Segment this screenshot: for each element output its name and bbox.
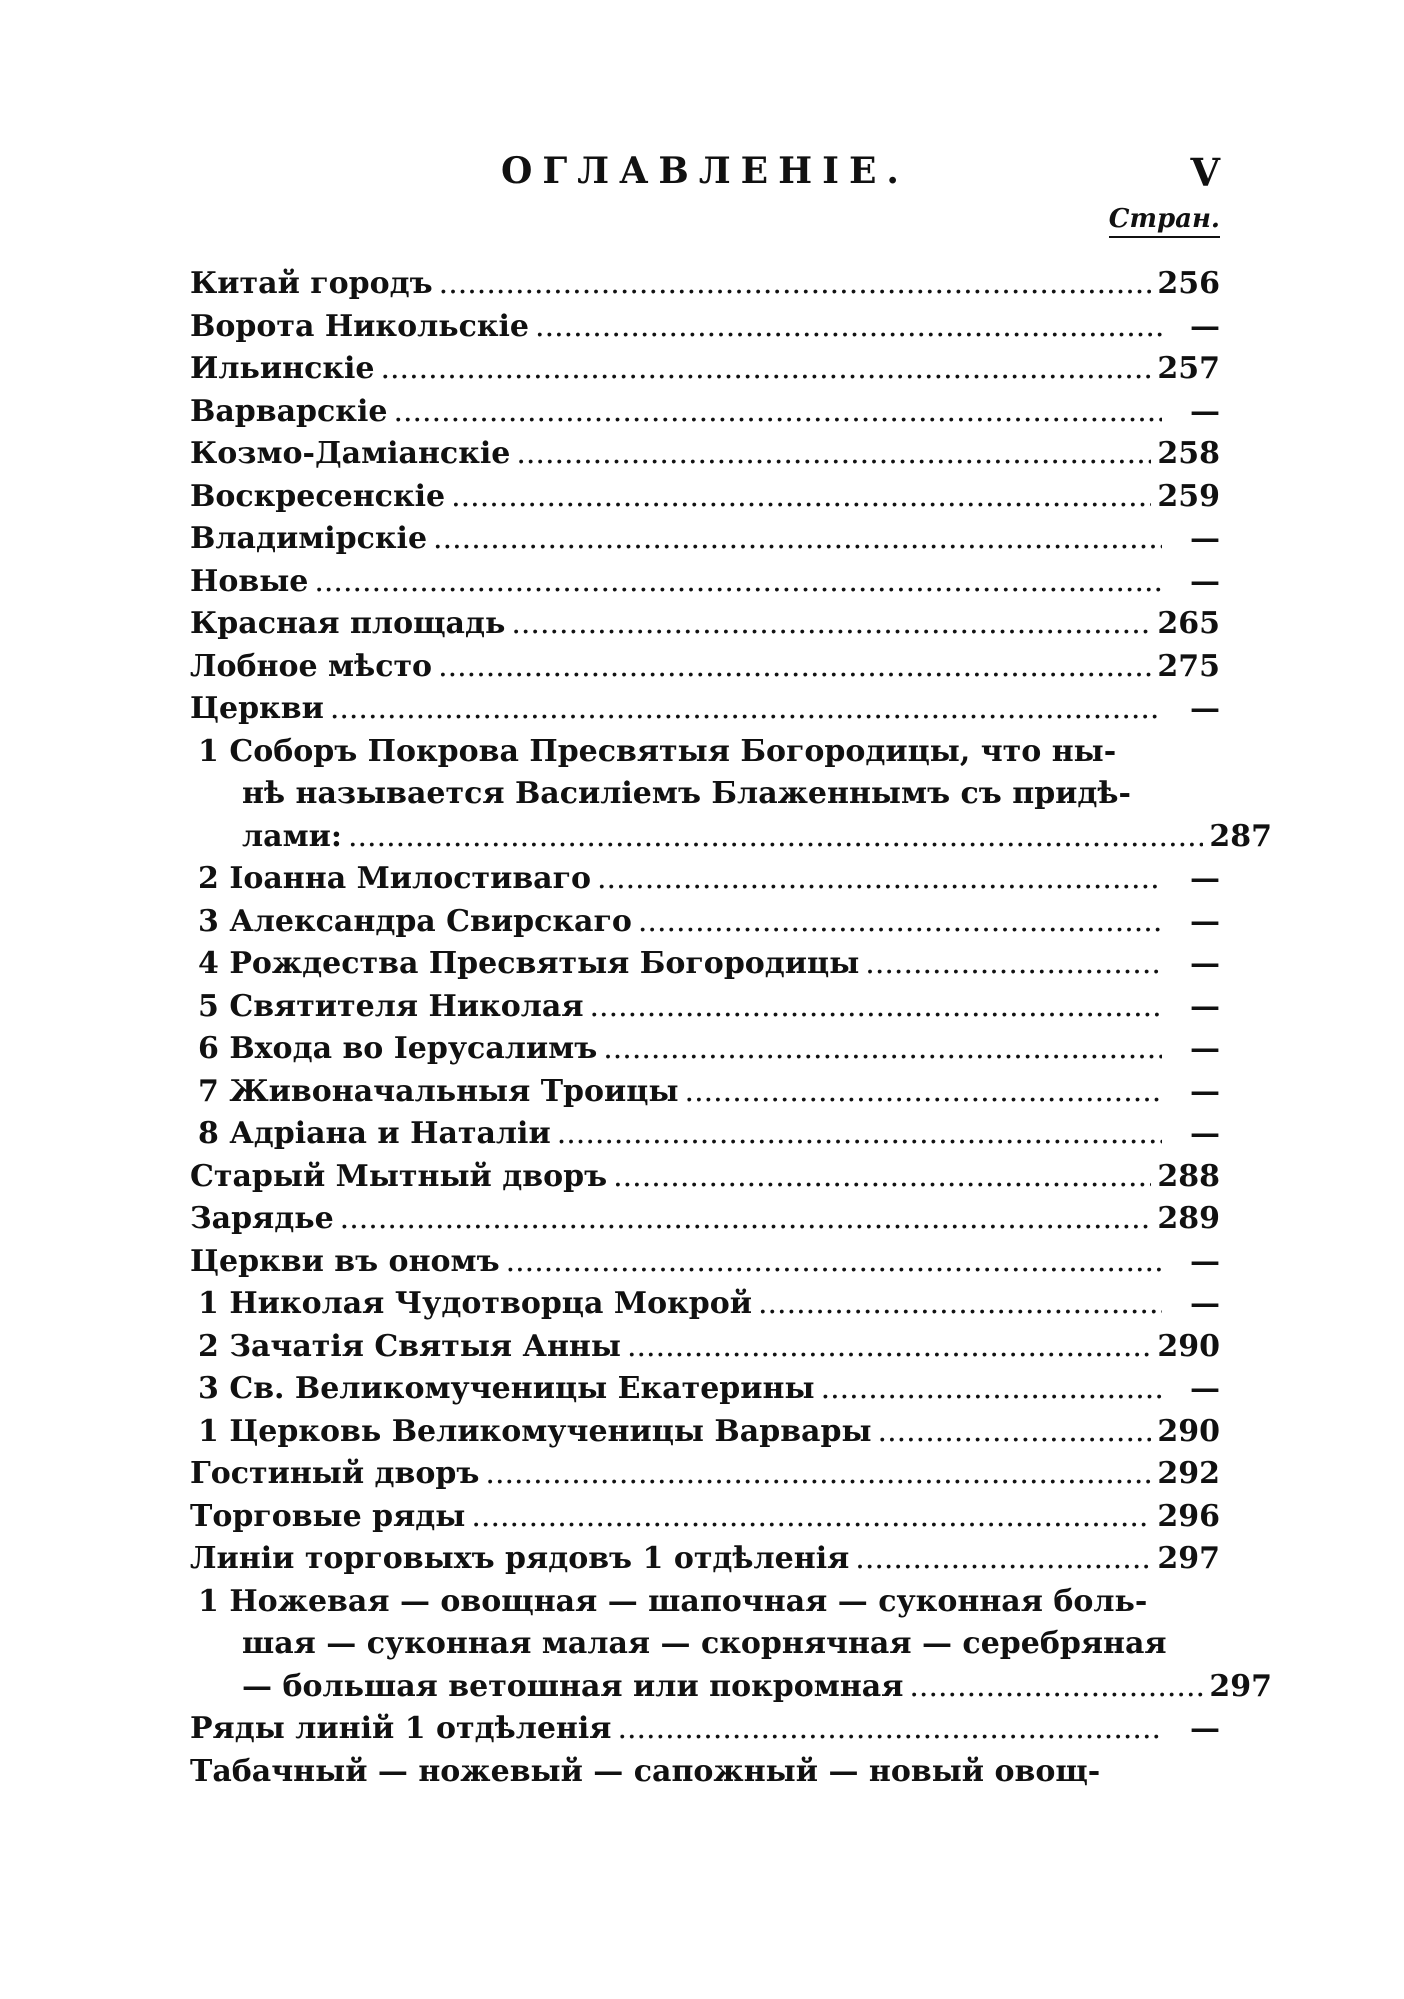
toc-entry [190, 943, 1220, 986]
dot-leader [438, 646, 1151, 689]
toc-entry-line: 1 Ножевая — овощная — шапочная — суконная боль- [198, 1583, 1148, 1619]
dot-leader [471, 1496, 1151, 1539]
toc-entry-text: Козмо-Даміанскіе [190, 436, 511, 471]
dot-leader [380, 348, 1151, 391]
toc-entry-page: — [1190, 1031, 1220, 1066]
toc-entry-text: Церкви [190, 691, 324, 726]
toc-entry [190, 1156, 1220, 1199]
toc-entry [190, 306, 1220, 349]
toc-entry-page: 289 [1157, 1201, 1220, 1236]
toc-entry-text: 2 Іоанна Милостиваго [198, 861, 592, 896]
toc-entry-page: 265 [1157, 606, 1220, 641]
toc-entry-line: Табачный — ножевый — сапожный — новый овощ- [190, 1753, 1101, 1789]
toc-entry-text: 1 Николая Чудотворца Мокрой [198, 1286, 752, 1321]
dot-leader [451, 476, 1151, 519]
toc-entry-text: Зарядье [190, 1201, 334, 1236]
toc-entry-text: 1 Церковь Великомученицы Варвары [198, 1413, 872, 1449]
dot-leader [506, 1241, 1162, 1284]
toc-entry-page: 257 [1157, 351, 1220, 386]
toc-entry-text: Красная площадь [190, 606, 506, 641]
toc-entry-text: 3 Александра Свирскаго [198, 903, 632, 939]
dot-leader [485, 1453, 1151, 1496]
dot-leader [590, 986, 1162, 1029]
toc-entry-page: — [1190, 1286, 1220, 1321]
toc-entry [190, 518, 1220, 561]
toc-entry-text: Варварскіе [190, 393, 388, 429]
dot-leader [314, 561, 1162, 604]
toc-entry-text: Торговые ряды [190, 1498, 466, 1534]
toc-entry-text: 2 Зачатія Святыя Анны [198, 1328, 621, 1364]
toc-entry-page: — [1190, 393, 1220, 429]
toc-entry-page: 275 [1157, 648, 1220, 684]
toc-entry [190, 1496, 1220, 1539]
toc-entry-text: Ильинскіе [190, 351, 375, 386]
toc-entry [190, 901, 1220, 944]
page-title: ОГЛАВЛЕНІЕ. [501, 150, 909, 192]
toc-entry-page: — [1190, 308, 1220, 344]
toc-entry-page: — [1190, 1073, 1220, 1109]
toc-entry [190, 646, 1220, 689]
toc-entry-multiline [190, 1751, 1220, 1794]
toc-entry-page: 290 [1157, 1413, 1220, 1449]
toc-entry [190, 688, 1220, 731]
toc-entry [190, 263, 1220, 306]
dot-leader [433, 518, 1162, 561]
toc-entry [190, 986, 1220, 1029]
toc-entry-text: Старый Мытный дворъ [190, 1158, 608, 1194]
toc-entry-multiline [190, 731, 1272, 859]
toc-entry-text: Воскресенскіе [190, 478, 446, 514]
toc-entry-page: — [1190, 903, 1220, 939]
toc-entry-page: 287 [1209, 818, 1272, 854]
toc-entry-multiline [190, 1581, 1272, 1709]
dot-leader [909, 1666, 1203, 1709]
dot-leader [597, 858, 1162, 901]
toc-entry-page: — [1190, 563, 1220, 599]
toc-entry-page: 297 [1209, 1668, 1272, 1704]
toc-entry-page: — [1190, 1711, 1220, 1746]
toc-entry-page: — [1190, 946, 1220, 981]
toc-entry [190, 603, 1220, 646]
toc-entry-text: Ряды линій 1 отдѣленія [190, 1711, 612, 1746]
toc-entry-page: — [1190, 988, 1220, 1024]
toc-entry-text: Церкви въ ономъ [190, 1243, 500, 1279]
dot-leader [340, 1198, 1152, 1241]
toc-entry-page: — [1190, 1243, 1220, 1279]
toc-entry-text: Владимірскіе [190, 521, 428, 556]
toc-entry-line: нѣ называется Василіемъ Блаженнымъ съ придѣ- [242, 776, 1131, 811]
dot-leader [557, 1113, 1162, 1156]
dot-leader [511, 603, 1151, 646]
toc-entry-page: — [1190, 861, 1220, 896]
dot-leader [685, 1071, 1162, 1114]
toc-entry-page: 288 [1157, 1158, 1220, 1194]
page-header [190, 150, 1220, 234]
toc-entry-text: 3 Св. Великомученицы Екатерины [198, 1371, 815, 1406]
page-number: V [1190, 150, 1220, 195]
toc-entry [190, 433, 1220, 476]
toc-entry [190, 1538, 1220, 1581]
dot-leader [627, 1326, 1151, 1369]
dot-leader [535, 306, 1162, 349]
dot-leader [865, 943, 1162, 986]
toc-entry-text: Линіи торговыхъ рядовъ 1 отдѣленія [190, 1541, 850, 1576]
dot-leader [330, 688, 1162, 731]
toc-entry-text: Лобное мѣсто [190, 648, 433, 684]
toc-entry-page: — [1190, 521, 1220, 556]
toc-entry [190, 858, 1220, 901]
toc-entry-text: Новые [190, 563, 309, 599]
toc-entry-page: 290 [1157, 1328, 1220, 1364]
toc-entry [190, 476, 1220, 519]
toc-entry [190, 1411, 1220, 1454]
toc-entry-text: Гостиный дворъ [190, 1456, 480, 1491]
toc-entry [190, 1453, 1220, 1496]
toc-entry-page: 292 [1157, 1456, 1220, 1491]
toc-entry-text: 8 Адріана и Наталіи [198, 1116, 551, 1151]
dot-leader [821, 1368, 1162, 1411]
toc-entry [190, 1368, 1220, 1411]
toc-entry [190, 1241, 1220, 1284]
toc-entry-page: — [1190, 1116, 1220, 1151]
toc-entry-page: 258 [1157, 436, 1220, 471]
toc-entry-line: лами: [242, 818, 342, 854]
table-of-contents [190, 263, 1272, 1793]
dot-leader [439, 263, 1152, 306]
toc-entry-page: — [1190, 691, 1220, 726]
toc-entry [190, 348, 1220, 391]
toc-entry-line: 1 Соборъ Покрова Пресвятыя Богородицы, что ны- [198, 733, 1117, 769]
toc-entry-line: шая — суконная малая — скорнячная — серебряная [242, 1626, 1167, 1661]
toc-entry [190, 561, 1220, 604]
toc-entry-text: 6 Входа во Іерусалимъ [198, 1031, 598, 1066]
toc-entry-text: 7 Живоначальныя Троицы [198, 1073, 679, 1109]
toc-entry-text: Китай городъ [190, 266, 433, 301]
toc-entry-page: 297 [1157, 1541, 1220, 1576]
toc-entry-page: 256 [1157, 266, 1220, 301]
toc-entry [190, 1028, 1220, 1071]
toc-entry [190, 391, 1220, 434]
dot-leader [878, 1411, 1152, 1454]
dot-leader [855, 1538, 1151, 1581]
dot-leader [638, 901, 1162, 944]
dot-leader [758, 1283, 1162, 1326]
toc-entry-text: Ворота Никольскіе [190, 308, 530, 344]
toc-entry [190, 1708, 1220, 1751]
dot-leader [617, 1708, 1162, 1751]
toc-entry-line: — большая ветошная или покромная [242, 1668, 904, 1704]
dot-leader [613, 1156, 1151, 1199]
toc-entry-page: 296 [1157, 1498, 1220, 1534]
toc-entry-text: 5 Святителя Николая [198, 988, 584, 1024]
toc-entry [190, 1071, 1220, 1114]
toc-entry-page: 259 [1157, 478, 1220, 514]
dot-leader [348, 816, 1203, 859]
dot-leader [516, 433, 1151, 476]
toc-entry [190, 1326, 1220, 1369]
page-column-label: Стран. [1109, 204, 1220, 238]
toc-entry [190, 1198, 1220, 1241]
toc-entry [190, 1283, 1220, 1326]
toc-entry-text: 4 Рождества Пресвятыя Богородицы [198, 946, 860, 981]
toc-entry [190, 1113, 1220, 1156]
toc-entry-page: — [1190, 1371, 1220, 1406]
dot-leader [603, 1028, 1162, 1071]
dot-leader [393, 391, 1162, 434]
